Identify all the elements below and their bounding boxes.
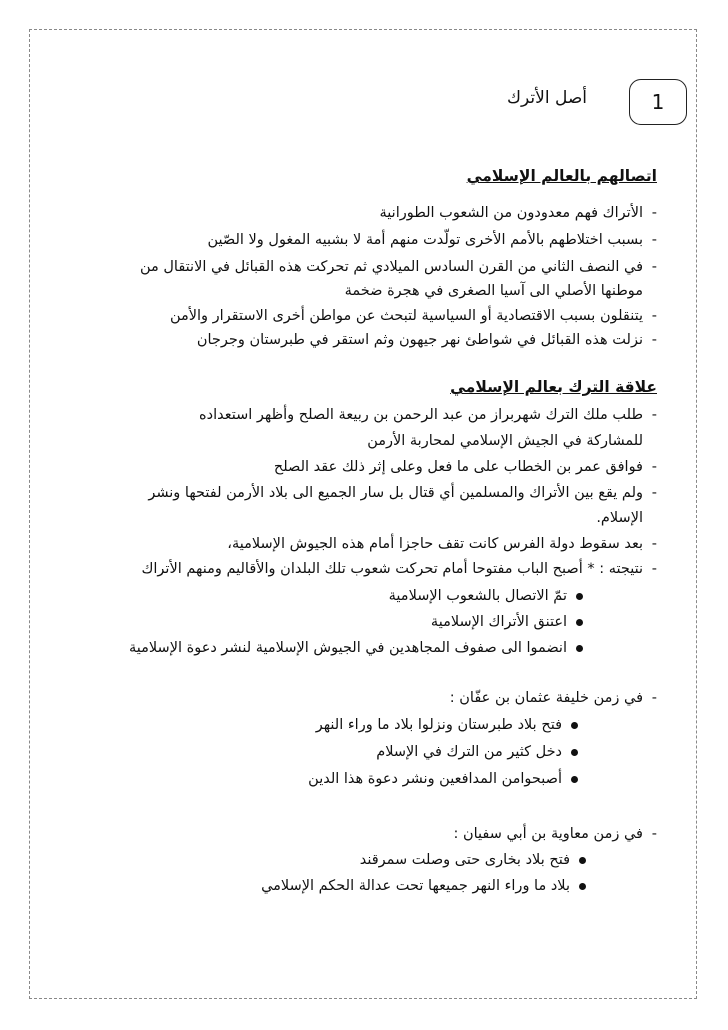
page-number: 1 (651, 90, 665, 114)
bullet-item: اعتنق الأتراك الإسلامية (431, 614, 583, 630)
bullet-dot-icon (571, 749, 578, 756)
document-title: أصل الأترك (507, 88, 587, 108)
bullet-item: دخل كثير من الترك في الإسلام (376, 744, 578, 760)
list-item-continuation: موطنها الأصلي الى آسيا الصغرى في هجرة ضخمة (344, 283, 643, 299)
list-item: -فوافق عمر بن الخطاب على ما فعل وعلى إثر ذلك عقد الصلح (273, 459, 657, 475)
bullet-item: انضموا الى صفوف المجاهدين في الجيوش الإسلامية لنشر دعوة الإسلامية (129, 640, 583, 656)
list-item: -بعد سقوط دولة الفرس كانت تقف حاجزا أمام هذه الجيوش الإسلامية، (227, 536, 657, 552)
list-item: -نزلت هذه القبائل في شواطئ نهر جيهون وثم استقر في طبرستان وجرجان (196, 332, 657, 348)
section-heading-relation: علاقة الترك بعالم الإسلامي (450, 378, 657, 396)
list-item: -الأتراك فهم معدودون من الشعوب الطورانية (379, 205, 657, 221)
list-item: -في النصف الثاني من القرن السادس الميلادي ثم تحركت هذه القبائل في الانتقال من (139, 259, 657, 275)
list-item: -يتنقلون بسبب الاقتصادية أو السياسية لتبحث عن مواطن أخرى الاستقرار والأمن (169, 308, 657, 324)
bullet-dot-icon (576, 593, 583, 600)
list-item: -طلب ملك الترك شهربراز من عبد الرحمن بن ربيعة الصلح وأظهر استعداده (199, 407, 657, 423)
bullet-dot-icon (579, 857, 586, 864)
bullet-item: تمّ الاتصال بالشعوب الإسلامية (389, 588, 583, 604)
page-number-box (629, 79, 687, 125)
list-item: -نتيجته : * أصبح الباب مفتوحا أمام تحركت شعوب تلك البلدان والأقاليم ومنهم الأتراك (141, 561, 657, 577)
list-item-continuation: للمشاركة في الجيش الإسلامي لمحاربة الأرمن (367, 433, 643, 449)
list-item: -بسبب اختلاطهم بالأمم الأخرى تولّدت منهم أمة لا بشبيه المغول ولا الصّين (207, 232, 657, 248)
bullet-item: أصبحوامن المدافعين ونشر دعوة هذا الدين (308, 771, 578, 787)
bullet-dot-icon (576, 645, 583, 652)
section-intro-uthman: -في زمن خليفة عثمان بن عفّان : (449, 690, 657, 706)
bullet-item: فتح بلاد طبرستان ونزلوا بلاد ما وراء النهر (316, 717, 578, 733)
section-intro-muawiya: -في زمن معاوية بن أبي سفيان : (453, 826, 657, 842)
bullet-dot-icon (579, 883, 586, 890)
section-heading-contact: اتصالهم بالعالم الإسلامي (466, 167, 657, 185)
list-item: -ولم يقع بين الأتراك والمسلمين أي قتال بل سار الجميع الى بلاد الأرمن لفتحها ونشر (148, 485, 657, 501)
bullet-item: بلاد ما وراء النهر جميعها تحت عدالة الحكم الإسلامي (261, 878, 586, 894)
bullet-dot-icon (576, 619, 583, 626)
list-item-continuation: الإسلام. (596, 510, 643, 526)
bullet-dot-icon (571, 722, 578, 729)
bullet-dot-icon (571, 776, 578, 783)
bullet-item: فتح بلاد بخارى حتى وصلت سمرقند (360, 852, 586, 868)
